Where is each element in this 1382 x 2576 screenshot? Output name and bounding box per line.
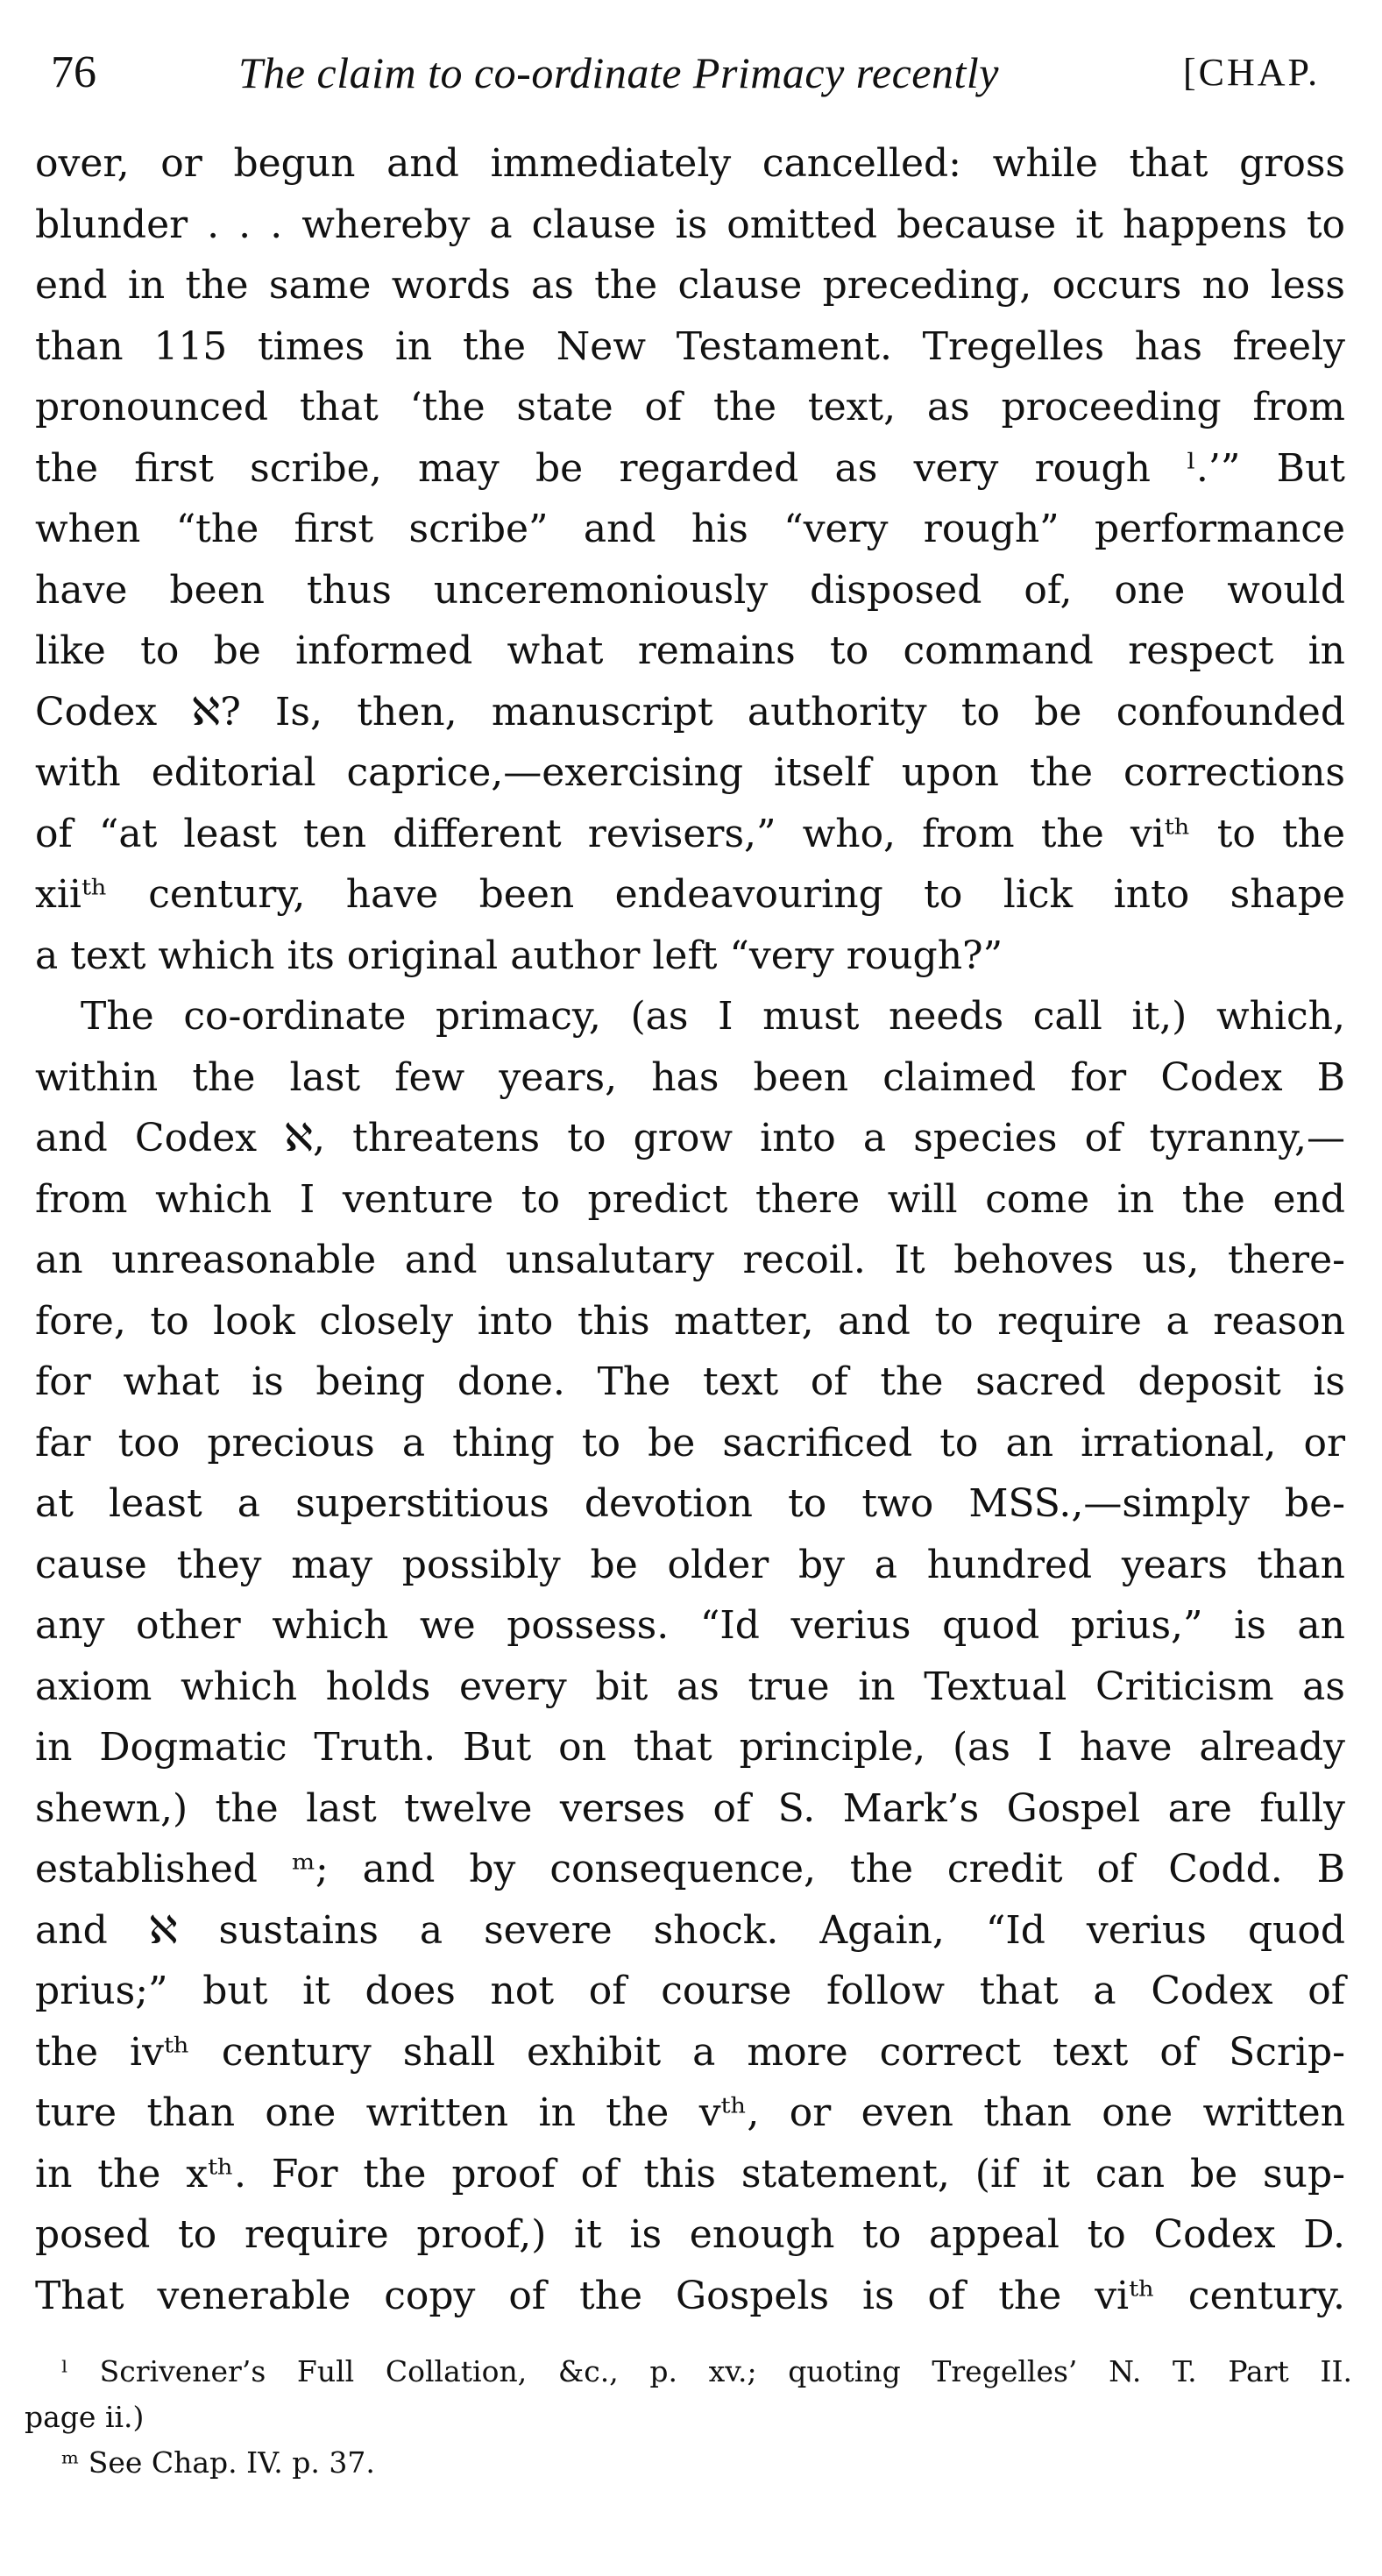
chapter-label: [CHAP. <box>1183 51 1321 94</box>
paragraph-start-line: The co-ordinate primacy, (as I must needs call it,) which, <box>81 994 1345 1039</box>
text-line: like to be informed what remains to command respect in <box>35 628 1345 673</box>
text-line: when “the first scribe” and his “very rough” performance <box>35 507 1345 551</box>
text-line: Codex ℵ? Is, then, manuscript authority to be confounded <box>35 689 1345 734</box>
text-line: than 115 times in the New Testament. Tregelles has freely <box>35 323 1345 369</box>
page-number: 76 <box>51 47 96 97</box>
text-line: blunder . . . whereby a clause is omitted because it happens to <box>35 202 1345 247</box>
text-line: for what is being done. The text of the sacred deposit is <box>35 1359 1345 1404</box>
text-line: an unreasonable and unsalutary recoil. It behoves us, there- <box>35 1238 1345 1282</box>
running-title: The claim to co-ordinate Primacy recently <box>238 48 999 97</box>
text-line: within the last few years, has been claimed for Codex B <box>35 1054 1345 1100</box>
text-line: pronounced that ‘the state of the text, as proceeding from <box>35 385 1345 429</box>
text-line: end in the same words as the clause preceding, occurs no less <box>35 263 1345 308</box>
text-line: That venerable copy of the Gospels is of the viᵗʰ century. <box>35 2273 1345 2318</box>
footnote-m: ᵐ See Chap. IV. p. 37. <box>61 2445 375 2480</box>
text-line: at least a superstitious devotion to two MSS.,—simply be- <box>35 1481 1345 1526</box>
body-text <box>35 133 1345 2326</box>
text-line: over, or begun and immediately cancelled: while that gross <box>35 141 1345 186</box>
text-line: from which I venture to predict there will come in the end <box>35 1176 1345 1222</box>
text-line: posed to require proof,) it is enough to appeal to Codex D. <box>35 2212 1345 2257</box>
footnotes <box>25 2349 1352 2486</box>
text-line: and ℵ sustains a severe shock. Again, “Id verius quod <box>35 1907 1345 1953</box>
text-line: a text which its original author left “very rough?” <box>35 933 1003 978</box>
page-header <box>0 42 1382 103</box>
text-line: the first scribe, may be regarded as very rough ˡ.’” But <box>35 445 1345 491</box>
text-line: have been thus unceremoniously disposed of, one would <box>35 567 1345 613</box>
text-line: with editorial caprice,—exercising itself upon the corrections <box>35 750 1345 795</box>
text-line: any other which we possess. “Id verius quod prius,” is an <box>35 1603 1345 1648</box>
text-line: fore, to look closely into this matter, and to require a reason <box>35 1298 1345 1344</box>
text-line: axiom which holds every bit as true in Textual Criticism as <box>35 1664 1345 1709</box>
text-line: ture than one written in the vᵗʰ, or even than one written <box>35 2090 1345 2135</box>
text-line: far too precious a thing to be sacrificed to an irrational, or <box>35 1420 1345 1465</box>
text-line: in Dogmatic Truth. But on that principle, (as I have already <box>35 1725 1345 1770</box>
text-line: prius;” but it does not of course follow that a Codex of <box>35 1969 1345 2013</box>
text-line: the ivᵗʰ century shall exhibit a more correct text of Scrip- <box>35 2029 1345 2075</box>
text-line: in the xᵗʰ. For the proof of this statement, (if it can be sup- <box>35 2151 1345 2196</box>
text-line: xiiᵗʰ century, have been endeavouring to lick into shape <box>35 872 1345 917</box>
text-line: and Codex ℵ, threatens to grow into a species of tyranny,— <box>35 1116 1345 1160</box>
footnote-l: ˡ Scrivener’s Full Collation, &c., p. xv.; quoting Tregelles’ N. T. Part II. <box>61 2354 1352 2388</box>
footnote-l-continued: page ii.) <box>25 2400 145 2434</box>
text-line: cause they may possibly be older by a hundred years than <box>35 1542 1345 1587</box>
text-line: established ᵐ; and by consequence, the credit of Codd. B <box>35 1847 1345 1891</box>
text-line: of “at least ten different revisers,” who, from the viᵗʰ to the <box>35 811 1345 856</box>
text-line: shewn,) the last twelve verses of S. Mark’s Gospel are fully <box>35 1785 1345 1831</box>
